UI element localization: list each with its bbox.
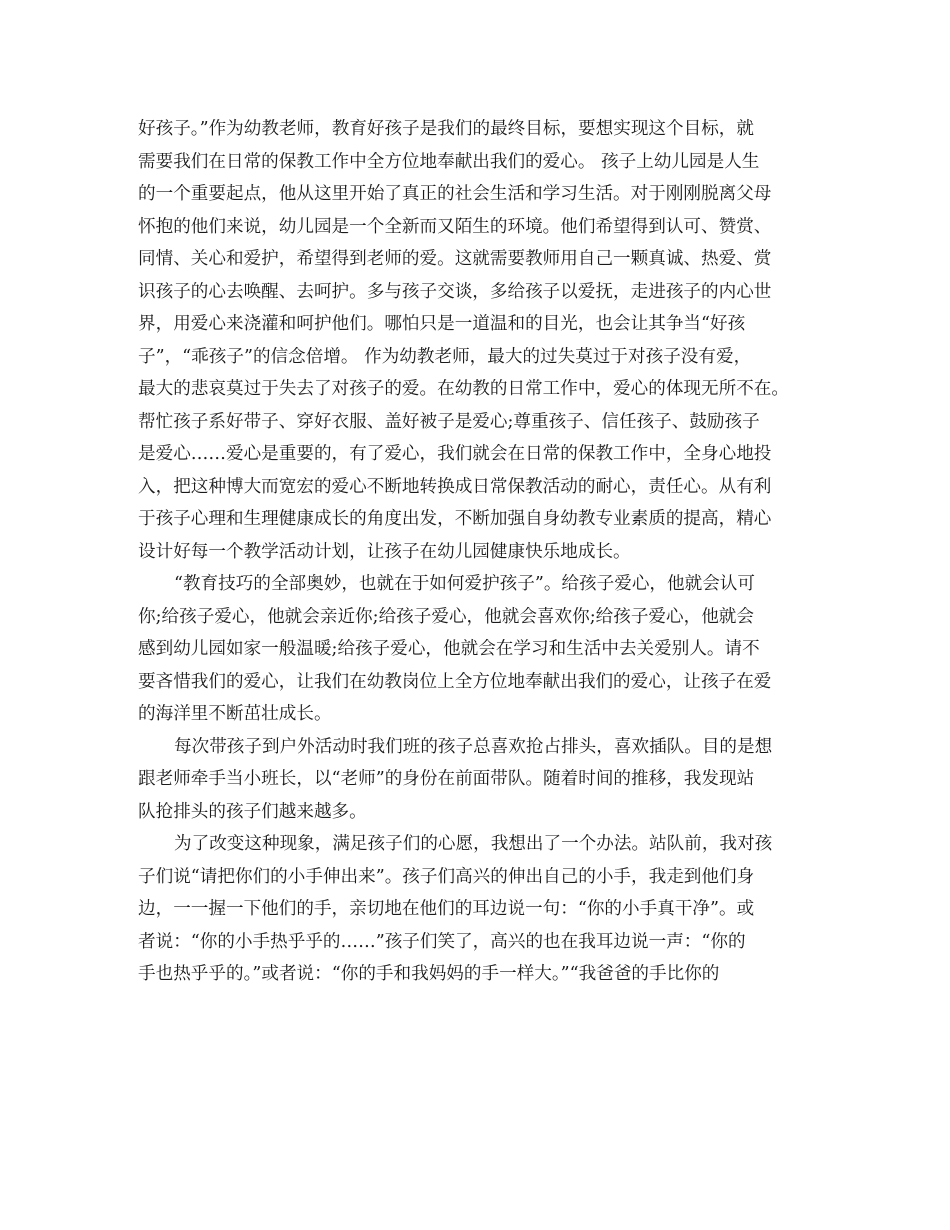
- text-line: 界，用爱心来浇灌和呵护他们。哪怕只是一道温和的目光，也会让其争当“好孩: [138, 314, 746, 334]
- text-line: 设计好每一个教学活动计划，让孩子在幼儿园健康快乐地成长。: [138, 541, 631, 562]
- text-line: 每次带孩子到户外活动时我们班的孩子总喜欢抢占排头，喜欢插队。目的是想: [174, 736, 773, 757]
- text-line: 子们说“请把你们的小手伸出来”。孩子们高兴的伸出自己的小手，我走到他们身: [138, 866, 755, 887]
- text-line: 怀抱的他们来说，幼儿园是一个全新而又陌生的环境。他们希望得到认可、赞赏、: [138, 216, 772, 237]
- text-line: 的海洋里不断茁壮成长。: [138, 704, 332, 724]
- text-line: 入，把这种博大而宽宏的爱心不断地转换成日常保教活动的耐心，责任心。从有利: [138, 476, 772, 497]
- text-line: 需要我们在日常的保教工作中全方位地奉献出我们的爱心。 孩子上幼儿园是人生: [138, 151, 760, 172]
- text-line: 者说：“你的小手热乎乎的……”孩子们笑了，高兴的也在我耳边说一声：“你的: [138, 931, 746, 952]
- text-line: 边，一一握一下他们的手，亲切地在他们的耳边说一句：“你的小手真干净”。或: [138, 899, 755, 919]
- text-line: 于孩子心理和生理健康成长的角度出发，不断加强自身幼教专业素质的提高，精心: [138, 509, 772, 529]
- text-line: 手也热乎乎的。”或者说：“你的手和我妈妈的手一样大。”“我爸爸的手比你的: [138, 964, 720, 984]
- text-line: 要吝惜我们的爱心，让我们在幼教岗位上全方位地奉献出我们的爱心，让孩子在爱: [138, 671, 772, 692]
- text-line: 好孩子。”作为幼教老师，教育好孩子是我们的最终目标，要想实现这个目标，就: [138, 119, 754, 139]
- text-line: 感到幼儿园如家一般温暖;给孩子爱心，他就会在学习和生活中去关爱别人。请不: [138, 639, 760, 659]
- text-line: 是爱心……爱心是重要的，有了爱心，我们就会在日常的保教工作中，全身心地投: [138, 444, 772, 464]
- text-line: 的一个重要起点，他从这里开始了真正的社会生活和学习生活。对于刚刚脱离父母: [138, 184, 772, 204]
- text-line: 队抢排头的孩子们越来越多。: [138, 801, 367, 822]
- text-line: “教育技巧的全部奥妙，也就在于如何爱护孩子”。给孩子爱心，他就会认可: [174, 574, 755, 594]
- text-line: 最大的悲哀莫过于失去了对孩子的爱。在幼教的日常工作中，爱心的体现无所不在。: [138, 379, 789, 399]
- body-text: [138, 113, 828, 991]
- text-line: 帮忙孩子系好带子、穿好衣服、盖好被子是爱心;尊重孩子、信任孩子、鼓励孩子: [138, 411, 760, 432]
- text-line: 识孩子的心去唤醒、去呵护。多与孩子交谈，多给孩子以爱抚，走进孩子的内心世: [138, 281, 772, 302]
- text-line: 子”，“乖孩子”的信念倍增。 作为幼教老师，最大的过失莫过于对孩子没有爱，: [138, 346, 752, 367]
- text-line: 你;给孩子爱心，他就会亲近你;给孩子爱心，他就会喜欢你;给孩子爱心，他就会: [138, 606, 754, 627]
- text-line: 为了改变这种现象，满足孩子们的心愿，我想出了一个办法。站队前，我对孩: [174, 834, 773, 854]
- text-line: 跟老师牵手当小班长，以“老师”的身份在前面带队。随着时间的推移，我发现站: [138, 769, 755, 789]
- text-line: 同情、关心和爱护，希望得到老师的爱。这就需要教师用自己一颗真诚、热爱、赏: [138, 249, 772, 269]
